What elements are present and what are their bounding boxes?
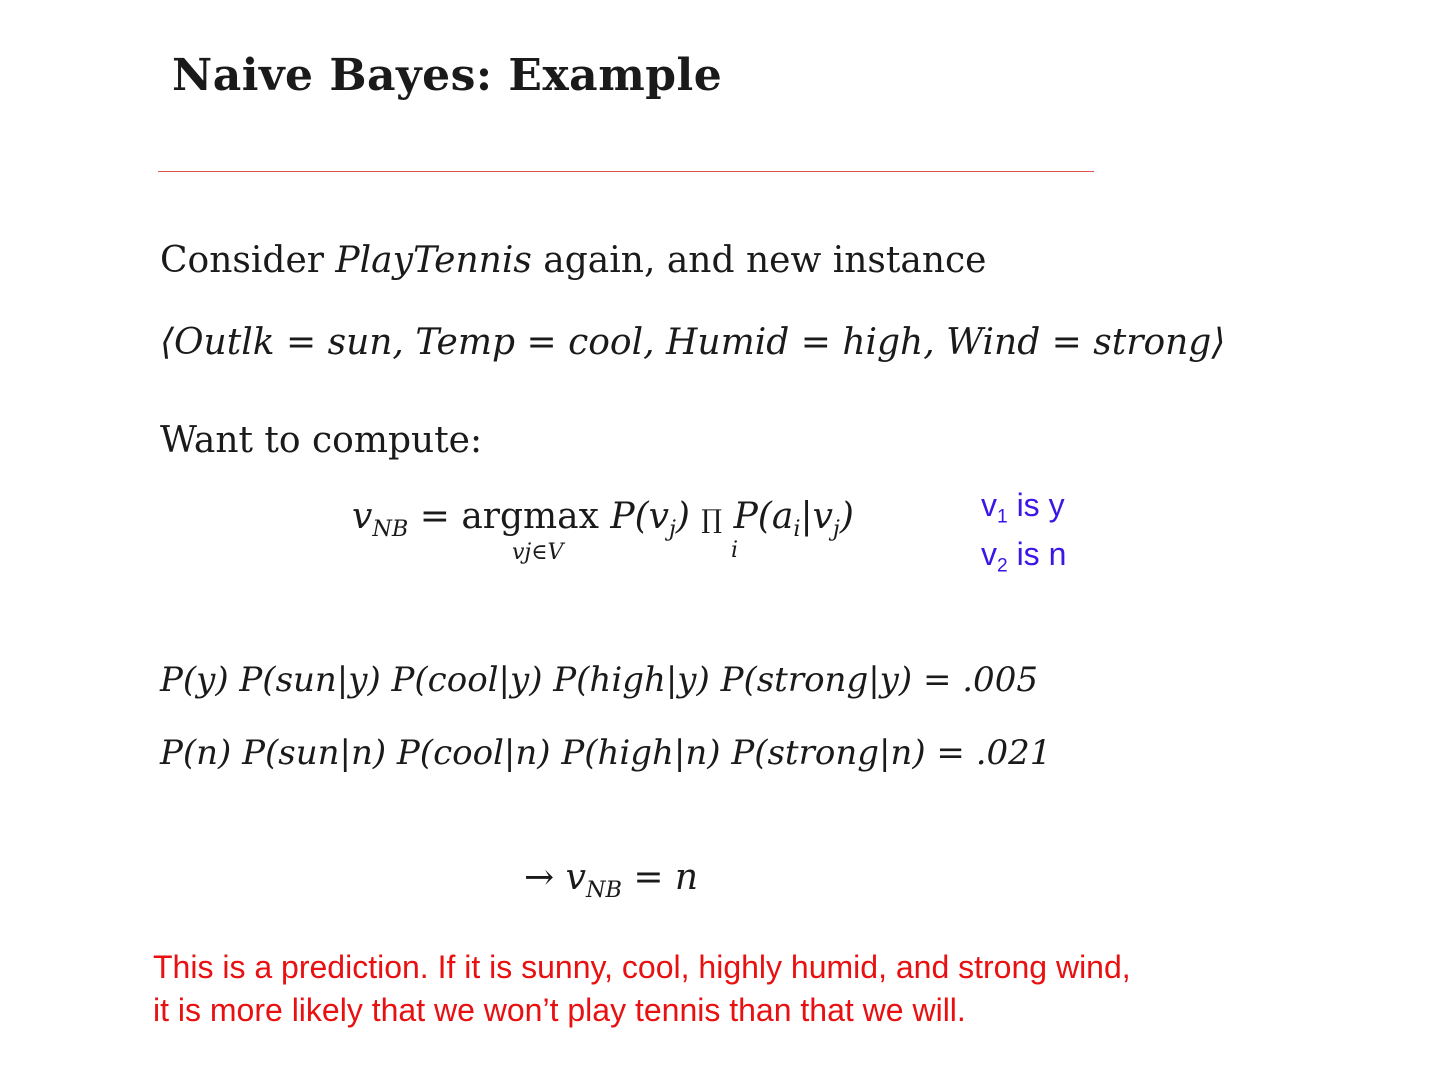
note-v1 xyxy=(981,487,1065,529)
formula-lhs-var: v xyxy=(352,496,373,537)
formula-pa-close: ) xyxy=(839,496,854,537)
result-arrow: → v xyxy=(524,857,586,898)
product-subscript: i xyxy=(731,538,739,563)
formula-prod: ∏ xyxy=(701,505,723,535)
explanation-line-2: it is more likely that we won’t play tennis than that we will. xyxy=(153,992,966,1028)
intro-suffix: again, and new instance xyxy=(531,240,987,281)
formula xyxy=(352,496,854,542)
formula-pa: P(a xyxy=(733,496,794,537)
explanation-note xyxy=(153,946,1131,1032)
note-v1-var: v xyxy=(981,487,997,523)
note-v2 xyxy=(981,536,1066,578)
result-rest: = n xyxy=(621,857,699,898)
note-v1-sub: 1 xyxy=(997,506,1008,528)
note-v2-sub: 2 xyxy=(997,555,1008,577)
formula-pv: P(v xyxy=(610,496,669,537)
argmax-subscript: vj∈V xyxy=(512,540,564,565)
title-divider xyxy=(158,171,1094,172)
no-probability-line: P(n) P(sun|n) P(cool|n) P(high|n) P(strong|n) = .021 xyxy=(160,733,1052,773)
instance-line: ⟨Outlk = sun, Temp = cool, Humid = high, Wind = strong⟩ xyxy=(160,322,1226,363)
yes-probability-line: P(y) P(sun|y) P(cool|y) P(high|y) P(strong|y) = .005 xyxy=(160,660,1038,700)
formula-pv-sub: j xyxy=(669,515,676,542)
intro-text xyxy=(160,240,986,281)
formula-lhs-sub: NB xyxy=(372,515,409,542)
formula-eq: = argmax xyxy=(408,496,611,537)
want-text: Want to compute: xyxy=(160,420,483,461)
explanation-line-1: This is a prediction. If it is sunny, cool, highly humid, and strong wind, xyxy=(153,949,1131,985)
formula-pa-sub2: j xyxy=(832,515,840,542)
note-v2-var: v xyxy=(981,536,997,572)
result-sub: NB xyxy=(585,876,622,903)
formula-pv-close: ) xyxy=(675,496,690,537)
slide-title: Naive Bayes: Example xyxy=(172,50,723,101)
intro-italic: PlayTennis xyxy=(335,240,532,281)
note-v1-rest: is y xyxy=(1007,487,1065,523)
result-line xyxy=(524,857,698,903)
intro-prefix: Consider xyxy=(160,240,336,281)
note-v2-rest: is n xyxy=(1007,536,1067,572)
formula-pa-sub: i xyxy=(793,515,801,542)
formula-pa-mid: |v xyxy=(800,496,833,537)
